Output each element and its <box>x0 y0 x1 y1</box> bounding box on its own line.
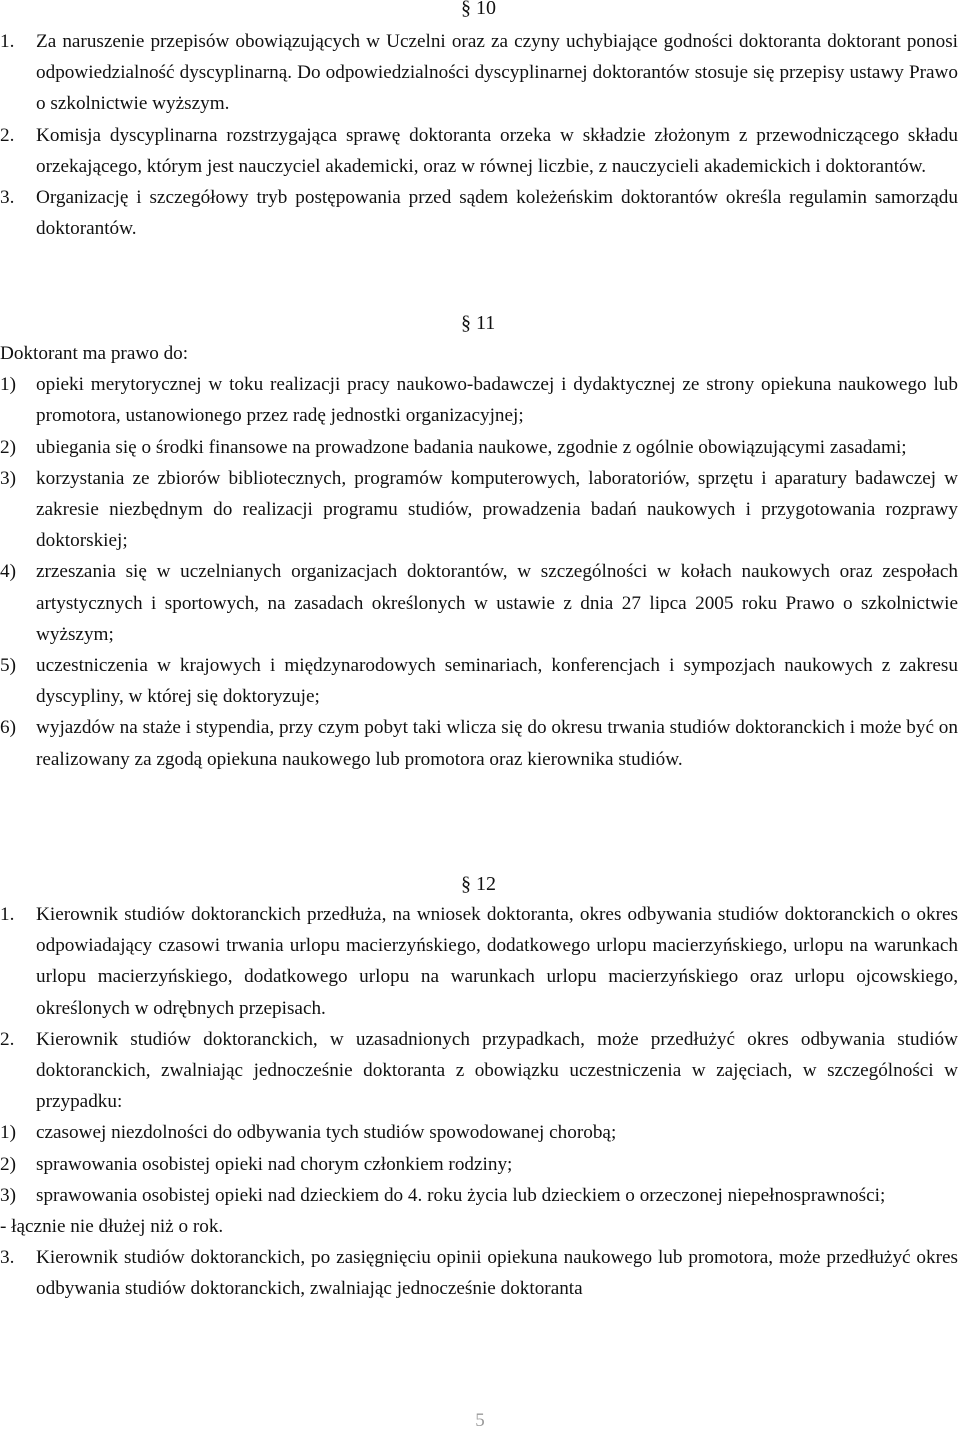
item-text: sprawowania osobistej opieki nad chorym członkiem rodziny; <box>36 1153 513 1175</box>
section-11-item-2 <box>0 432 958 463</box>
page-number: 5 <box>475 1410 485 1431</box>
item-text: ubiegania się o środki finansowe na prowadzone badania naukowe, zgodnie z ogólnie obowiązującymi zasadami; <box>36 436 907 458</box>
section-12-item-3 <box>0 1242 958 1304</box>
item-text: czasowej niezdolności do odbywania tych studiów spowodowanej chorobą; <box>36 1122 617 1144</box>
item-text: sprawowania osobistej opieki nad dzieckiem do 4. roku życia lub dzieckiem o orzeczonej niepełnosprawności; <box>36 1184 886 1206</box>
section-11-item-6 <box>0 712 958 774</box>
item-text: Kierownik studiów doktoranckich, po zasięgnięciu opinii opiekuna naukowego lub promotora, może przedłużyć okres odbywania studiów doktoranckich, zwalniając jednocześnie doktoranta <box>36 1247 958 1300</box>
item-number: 1) <box>0 374 16 396</box>
section-12-subitem-3 <box>0 1180 958 1211</box>
section-12-item-1 <box>0 899 958 1024</box>
item-number: 2) <box>0 1153 16 1175</box>
item-text: zrzeszania się w uczelnianych organizacjach doktorantów, w szczególności w kołach naukowych oraz zespołach artystycznych i sportowych, na zasadach określonych w ustawie z dnia 27 lipca 2005 roku Prawo o szkolnictwie wyższym; <box>36 561 958 645</box>
item-text: wyjazdów na staże i stypendia, przy czym pobyt taki wlicza się do okresu trwania studiów doktoranckich i może być on realizowany za zgodą opiekuna naukowego lub promotora oraz kierownika studiów. <box>36 717 958 770</box>
item-text: uczestniczenia w krajowych i międzynarodowych seminariach, konferencjach i sympozjach naukowych z zakresu dyscypliny, w której się doktoryzuje; <box>36 655 958 708</box>
section-10-item-2 <box>0 120 958 182</box>
item-number: 1) <box>0 1122 16 1144</box>
item-text: korzystania ze zbiorów bibliotecznych, programów komputerowych, laboratoriów, sprzętu i aparatury badawczej w zakresie niezbędnym do realizacji programu studiów, prowadzenia badań naukowych i przygotowania rozprawy doktorskiej; <box>36 467 958 552</box>
section-heading-11: § 11 <box>461 312 496 334</box>
item-number: 3) <box>0 1184 16 1206</box>
item-number: 5) <box>0 655 16 677</box>
item-number: 2) <box>0 436 16 458</box>
section-11-body <box>0 338 958 775</box>
section-10-body <box>0 26 958 244</box>
item-text: Kierownik studiów doktoranckich przedłuża, na wniosek doktoranta, okres odbywania studiów doktoranckich o okres odpowiadający czasowi trwania urlopu macierzyńskiego, dodatkowego urlopu macierzyńskiego, urlopu na warunkach urlopu macierzyńskiego, dodatkowego urlopu na warunkach urlopu macierzyńskiego oraz urlopu ojcowskiego, określonych w odrębnych przepisach. <box>36 904 958 1019</box>
section-11-item-5 <box>0 650 958 712</box>
section-heading-12: § 12 <box>461 873 496 895</box>
section-11-intro: Doktorant ma prawo do: <box>0 343 189 364</box>
section-11-item-4 <box>0 556 958 650</box>
item-number: 3. <box>0 1247 15 1269</box>
item-text: Komisja dyscyplinarna rozstrzygająca sprawę doktoranta orzeka w składzie złożonym z przewodniczącego składu orzekającego, którym jest nauczyciel akademicki, oraz w równej liczbie, z nauczycieli akademickich i doktorantów. <box>36 124 958 177</box>
item-number: 1. <box>0 31 15 52</box>
section-12-item-2 <box>0 1024 958 1118</box>
section-12-body <box>0 899 958 1305</box>
section-heading-10: § 10 <box>461 0 496 19</box>
section-10-item-1 <box>0 26 958 120</box>
item-text: opieki merytorycznej w toku realizacji pracy naukowo-badawczej i dydaktycznej ze strony opiekuna naukowego lub promotora, ustanowionego przez radę jednostki organizacyjnej; <box>36 374 958 427</box>
section-12-note: - łącznie nie dłużej niż o rok. <box>0 1216 224 1238</box>
item-number: 1. <box>0 904 15 925</box>
item-number: 6) <box>0 717 16 739</box>
section-12-subitem-2 <box>0 1149 958 1180</box>
item-number: 2. <box>0 124 15 146</box>
item-number: 2. <box>0 1028 15 1050</box>
item-text: Za naruszenie przepisów obowiązujących w Uczelni oraz za czyny uchybiające godności doktoranta doktorant ponosi odpowiedzialność dyscyplinarną. Do odpowiedzialności dyscyplinarnej doktorantów stosuje się przepisy ustawy Prawo o szkolnictwie wyższym. <box>36 31 958 115</box>
item-number: 3) <box>0 467 16 489</box>
item-text: Organizację i szczegółowy tryb postępowania przed sądem koleżeńskim doktorantów określa regulamin samorządu doktorantów. <box>36 187 958 240</box>
section-10-item-3 <box>0 182 958 244</box>
section-12-subitem-1 <box>0 1117 958 1148</box>
item-number: 4) <box>0 561 16 583</box>
item-text: Kierownik studiów doktoranckich, w uzasadnionych przypadkach, może przedłużyć okres odbywania studiów doktoranckich, zwalniając jednocześnie doktoranta z obowiązku uczestniczenia w zajęciach, w szczególności w przypadku: <box>36 1028 958 1113</box>
item-number: 3. <box>0 187 15 209</box>
section-11-item-1 <box>0 369 958 431</box>
section-11-item-3 <box>0 463 958 557</box>
